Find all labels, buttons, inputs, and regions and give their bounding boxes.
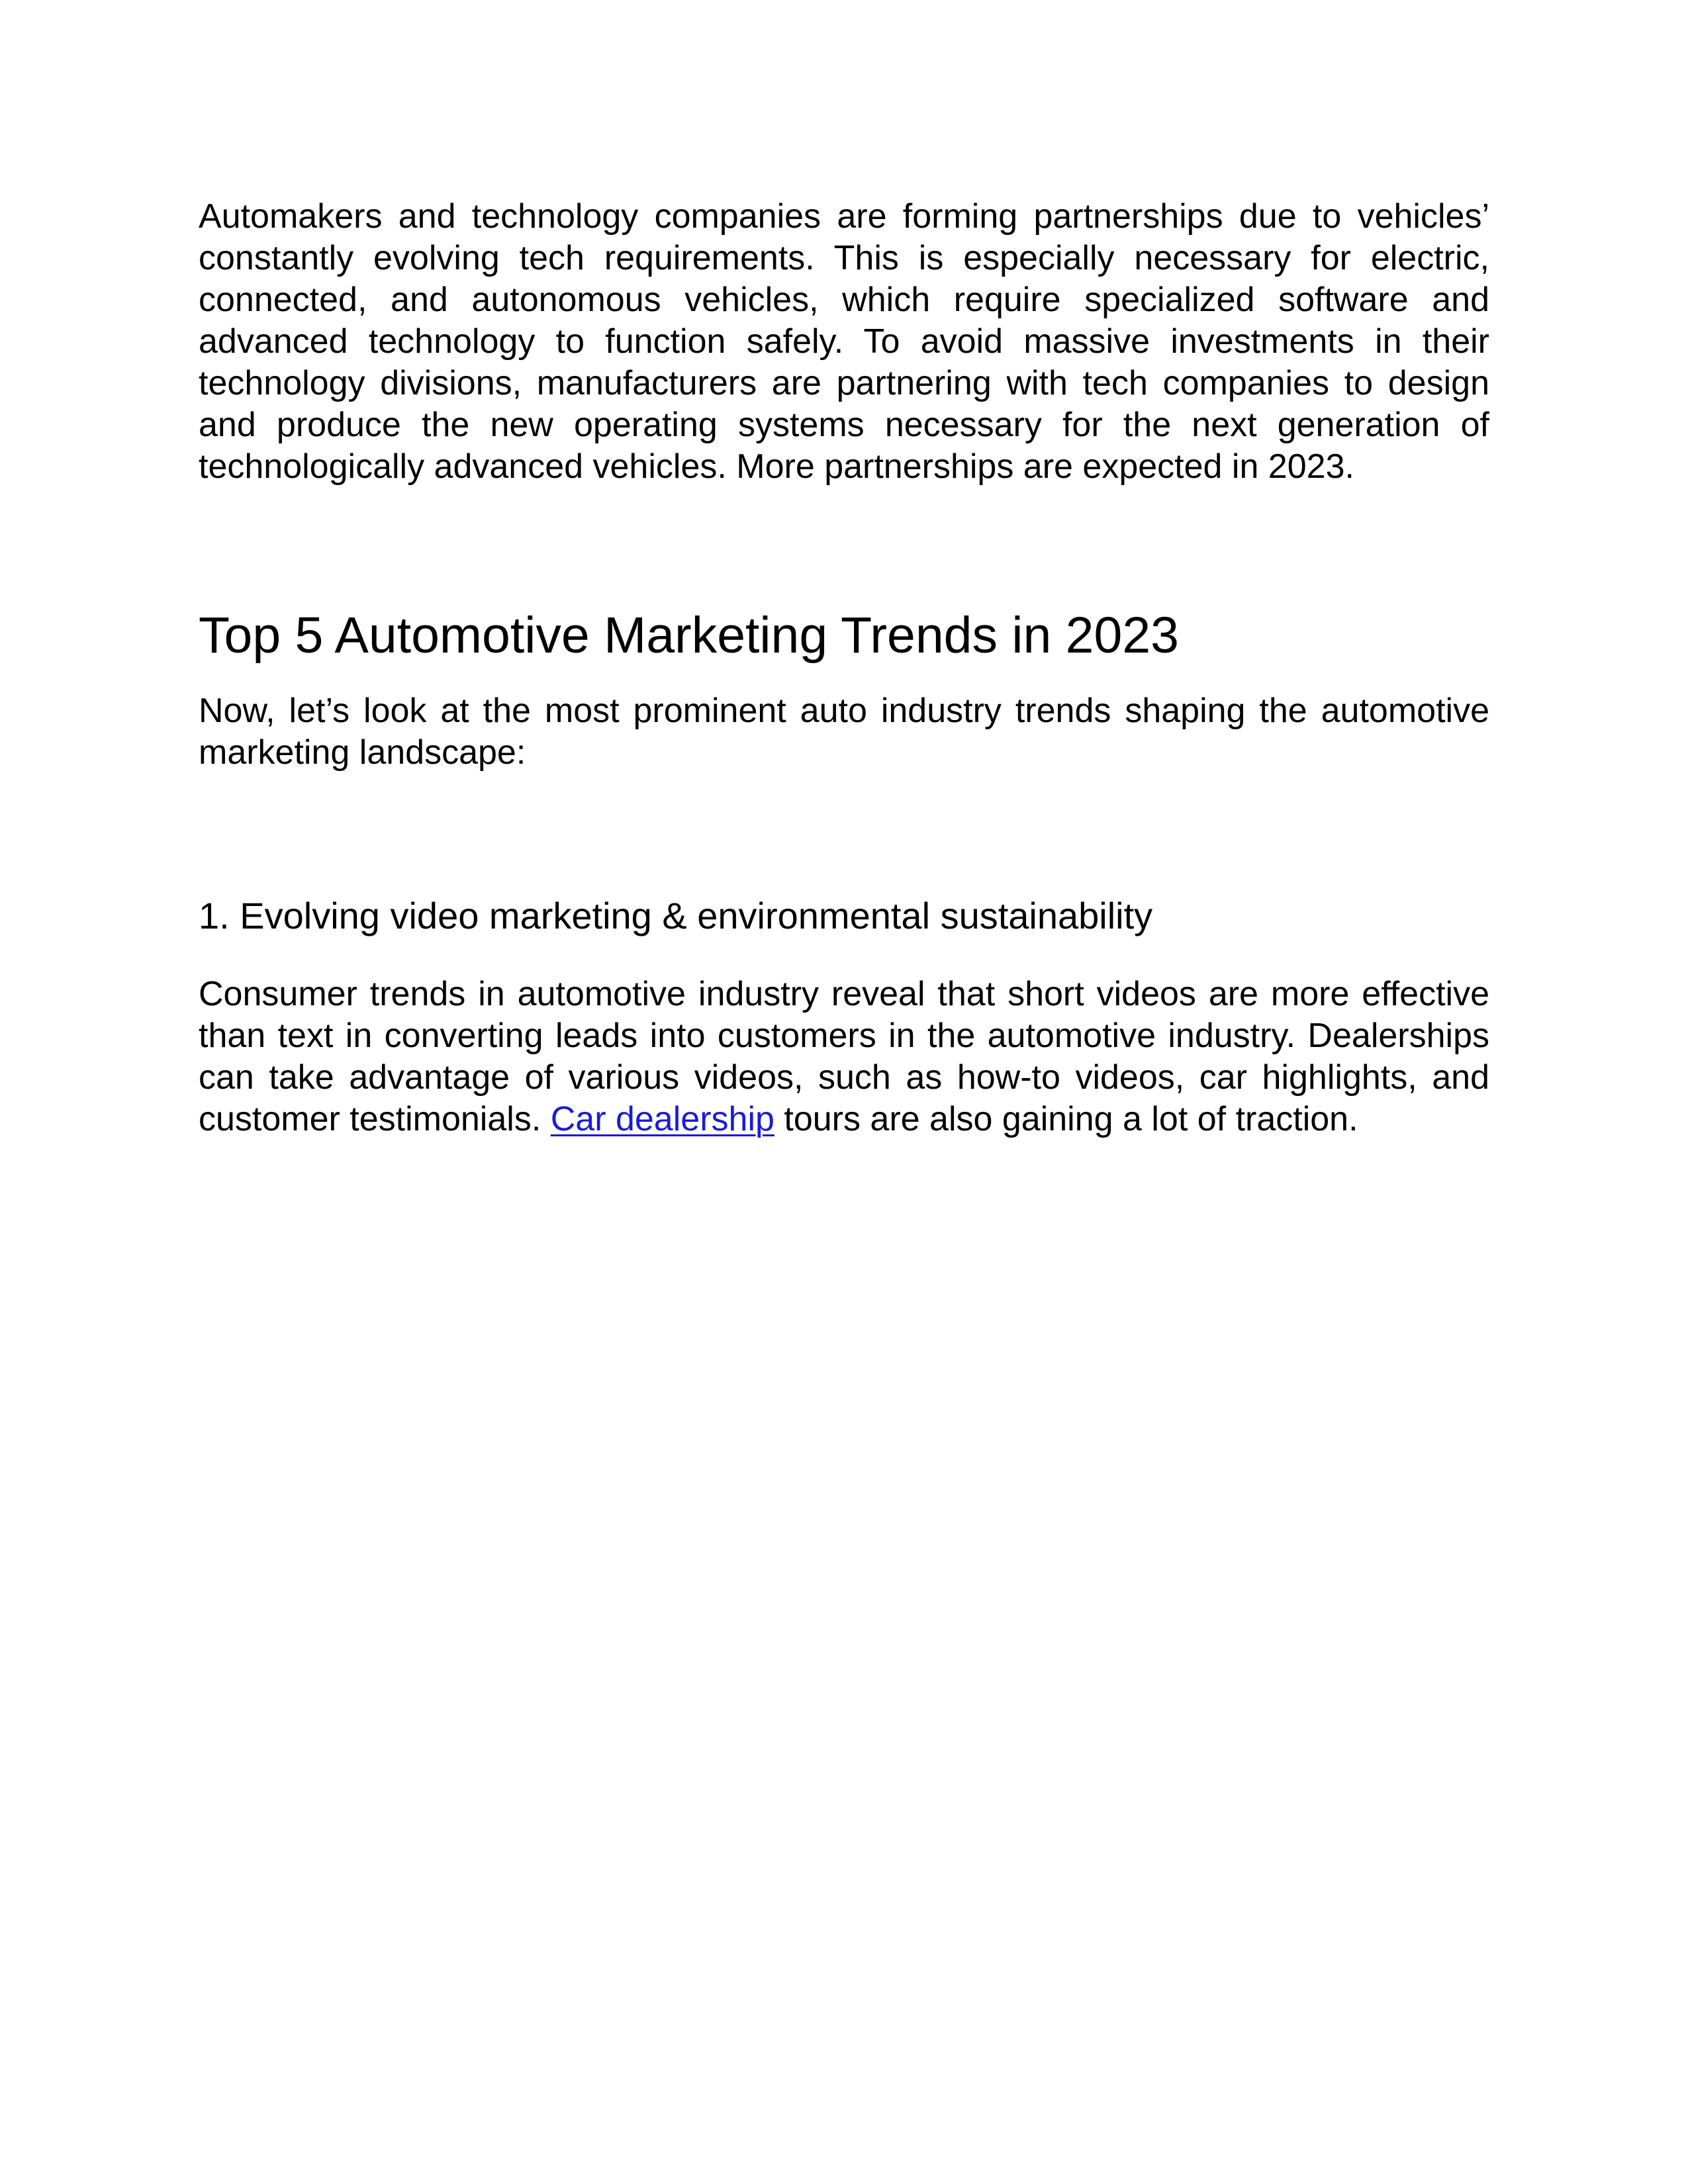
section-intro-paragraph: Now, let’s look at the most prominent auto industry trends shaping the automotive marketing landscape: — [199, 692, 1489, 772]
trend-1-text-after-link: tours are also gaining a lot of traction. — [774, 1100, 1358, 1138]
trend-1-text-before-link: Consumer trends in automotive industry reveal that short videos are more effective than text in converting leads into customers in the automotive industry. Dealerships can take advantage of various videos, such as how-to videos, car highlights, and customer testimonials. — [199, 975, 1489, 1138]
document-content — [199, 196, 1489, 1140]
car-dealership-link[interactable]: Car dealership — [550, 1100, 774, 1138]
trend-1-heading: 1. Evolving video marketing & environmental sustainability — [199, 895, 1153, 936]
section-heading: Top 5 Automotive Marketing Trends in 2023 — [199, 607, 1179, 664]
trend-1-paragraph — [199, 974, 1489, 1140]
partnerships-paragraph: Automakers and technology companies are forming partnerships due to vehicles’ constantly evolving tech requirements. This is especially necessary for electric, connected, and autonomous vehicles, which require specialized software and advanced technology to function safely. To avoid massive investments in their technology divisions, manufacturers are partnering with tech companies to design and produce the new operating systems necessary for the next generation of technologically advanced vehicles. More partnerships are expected in 2023. — [199, 197, 1489, 486]
